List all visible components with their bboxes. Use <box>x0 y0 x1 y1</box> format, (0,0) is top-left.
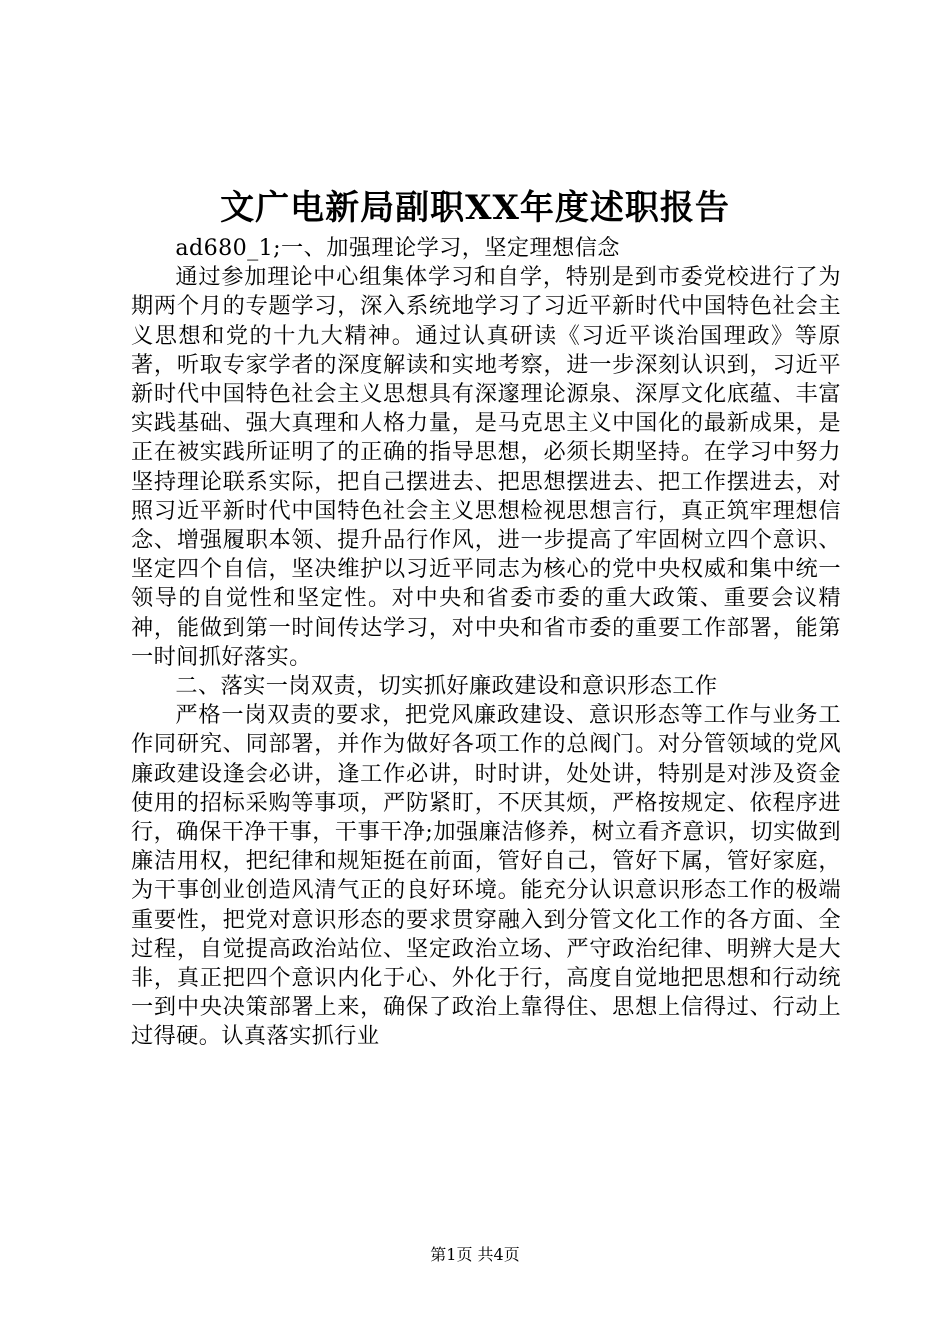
page-number-footer: 第1页 共4页 <box>430 1245 520 1264</box>
paragraph-2: 严格一岗双责的要求，把党风廉政建设、意识形态等工作与业务工作同研究、同部署，并作为做好各项工作的总阀门。对分管领域的党风廉政建设逢会必讲，逢工作必讲，时时讲，处处讲，特别是对涉及资金使用的招标采购等事项，严防紧盯，不厌其烦，严格按规定、依程序进行，确保干净干事，干事干净;加强廉洁修养，树立看齐意识，切实做到廉洁用权，把纪律和规矩挺在前面，管好自己，管好下属，管好家庭，为干事创业创造风清气正的良好环境。能充分认识意识形态工作的极端重要性，把党对意识形态的要求贯穿融入到分管文化工作的各方面、全过程，自觉提高政治站位、坚定政治立场、严守政治纪律、明辨大是大非，真正把四个意识内化于心、外化于行，高度自觉地把思想和行动统一到中央决策部署上来，确保了政治上靠得住、思想上信得过、行动上过得硬。认真落实抓行业 <box>131 702 841 1050</box>
paragraph-1: 通过参加理论中心组集体学习和自学，特别是到市委党校进行了为期两个月的专题学习，深入系统地学习了习近平新时代中国特色社会主义思想和党的十九大精神。通过认真研读《习近平谈治国理政》等原著，听取专家学者的深度解读和实地考察，进一步深刻认识到，习近平新时代中国特色社会主义思想具有深邃理论源泉、深厚文化底蕴、丰富实践基础、强大真理和人格力量，是马克思主义中国化的最新成果，是正在被实践所证明了的正确的指导思想，必须长期坚持。在学习中努力坚持理论联系实际，把自己摆进去、把思想摆进去、把工作摆进去，对照习近平新时代中国特色社会主义思想检视思想言行，真正筑牢理想信念、增强履职本领、提升品行作风，进一步提高了牢固树立四个意识、坚定四个自信，坚决维护以习近平同志为核心的党中央权威和集中统一领导的自觉性和坚定性。对中央和省委市委的重大政策、重要会议精神，能做到第一时间传达学习，对中央和省市委的重要工作部署，能第一时间抓好落实。 <box>131 264 841 670</box>
section-heading-2: 二、落实一岗双责，切实抓好廉政建设和意识形态工作 <box>175 673 718 700</box>
document-body <box>131 234 841 1052</box>
document-title: 文广电新局副职XX年度述职报告 <box>220 188 730 228</box>
section-heading-1: ad680_1;一、加强理论学习，坚定理想信念 <box>175 235 620 261</box>
